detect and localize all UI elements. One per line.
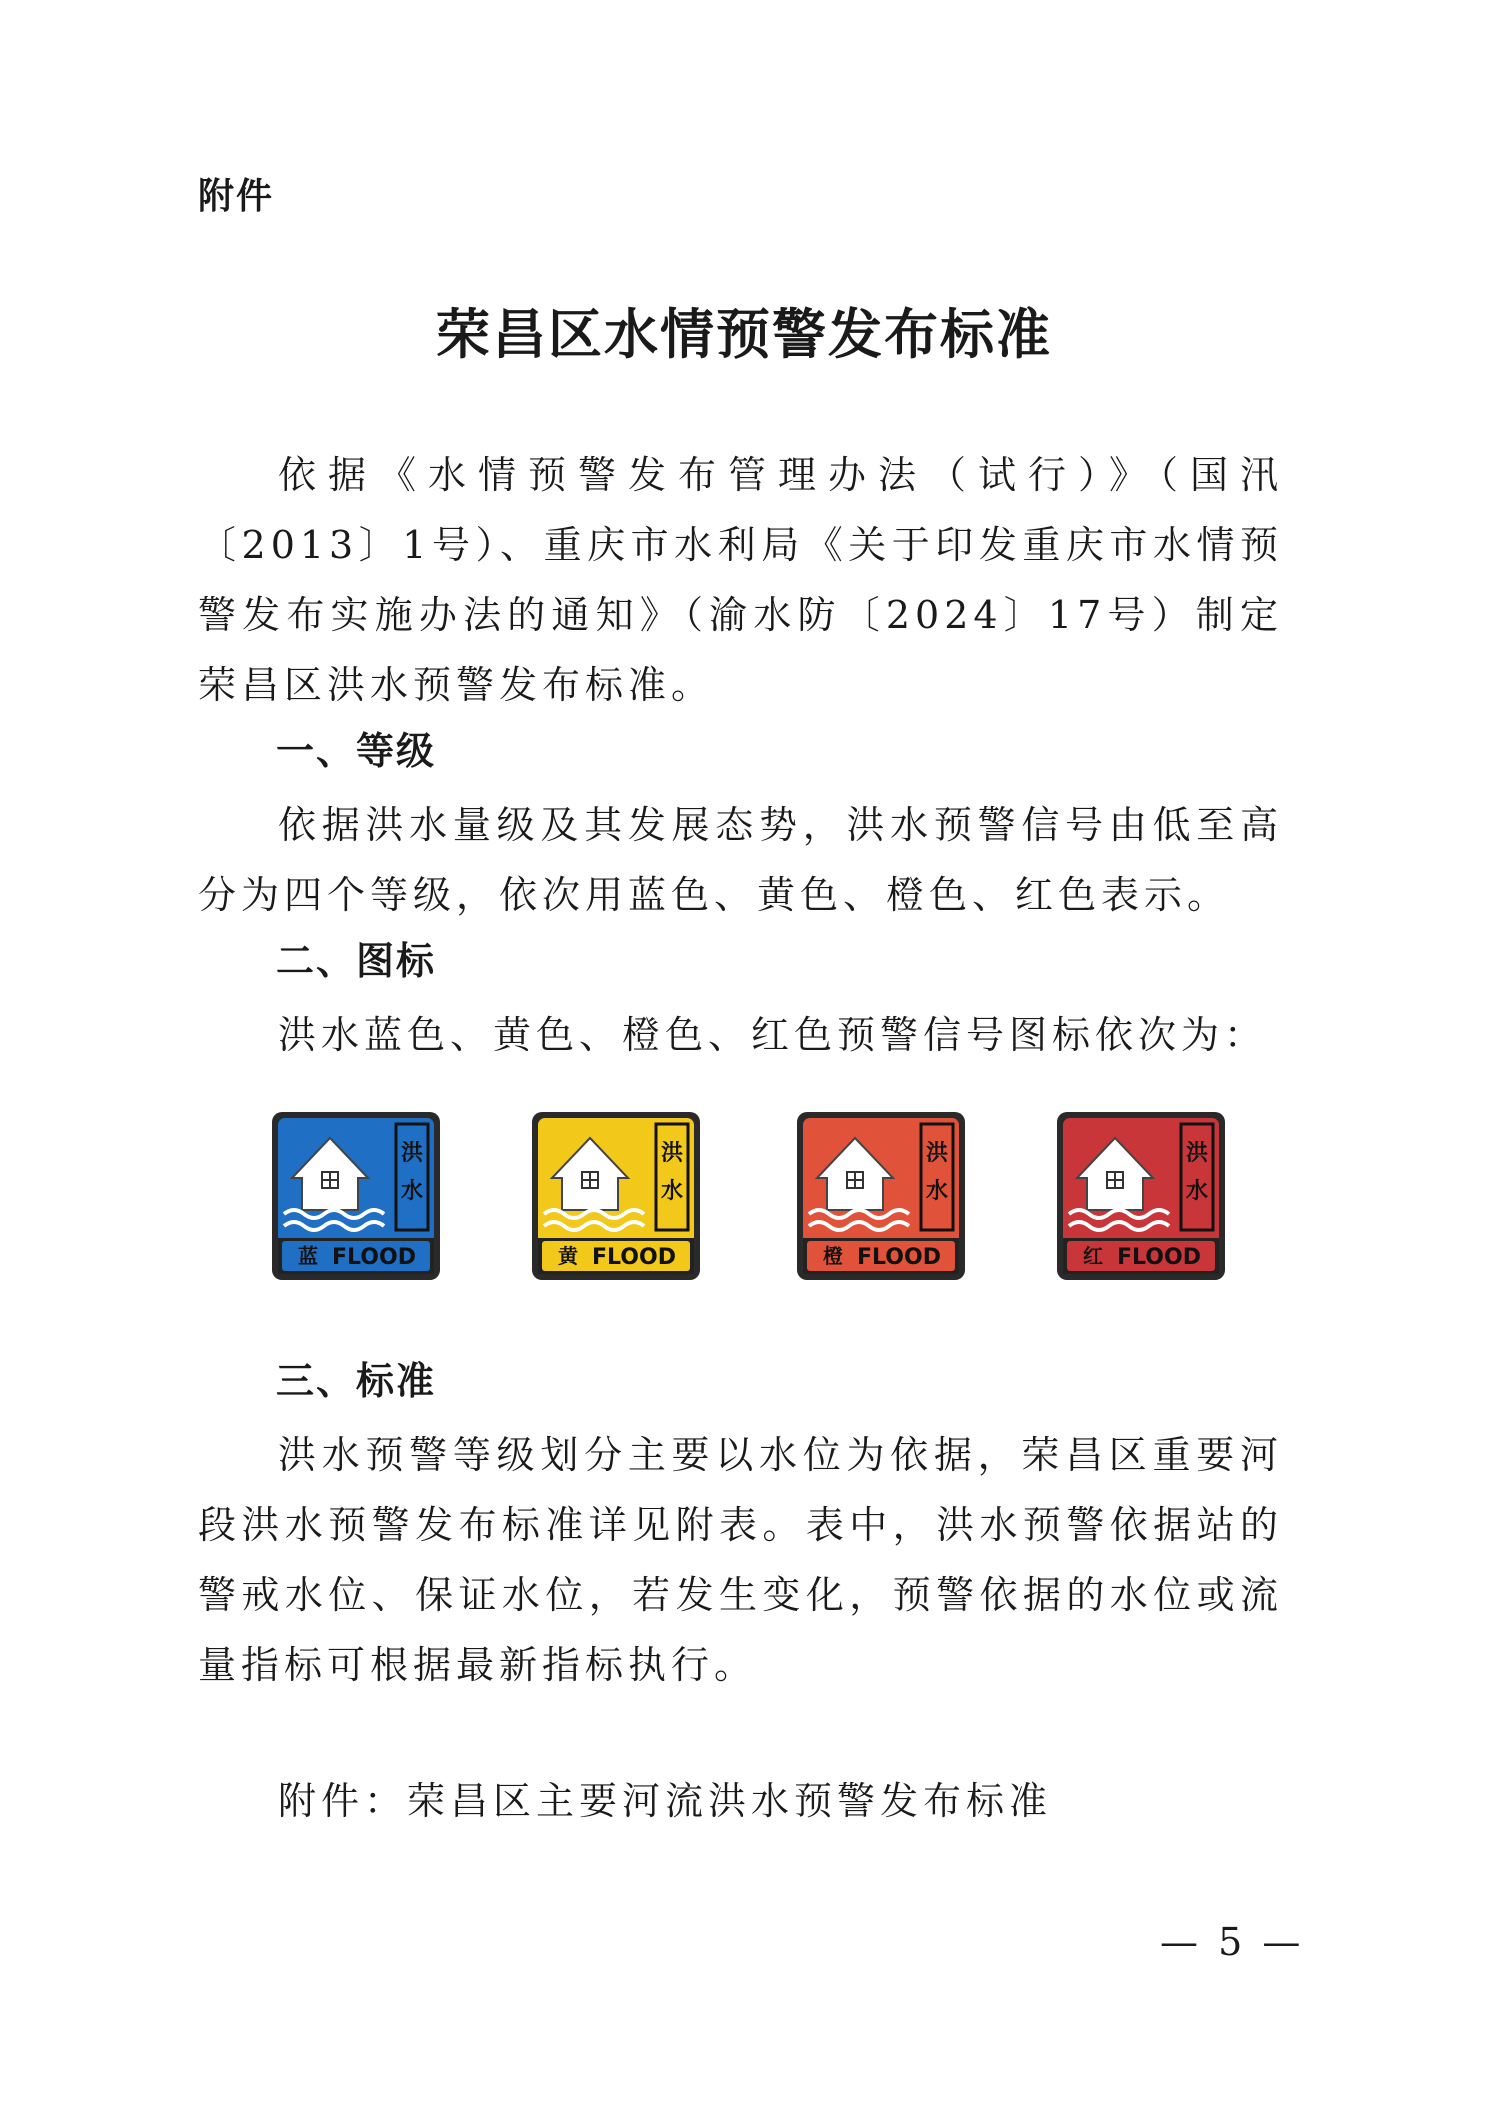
icon-side-text-1: 洪: [660, 1141, 684, 1166]
flood-yellow-icon: [530, 1110, 702, 1282]
icon-side-text-2: 水: [1185, 1179, 1209, 1204]
icon-side-text-1: 洪: [1185, 1141, 1209, 1166]
icon-side-text-2: 水: [925, 1179, 949, 1204]
icon-level-text: 蓝: [298, 1244, 318, 1268]
section-heading-standard: 三、标准: [276, 1359, 437, 1403]
section-heading-level: 一、等级: [276, 729, 437, 773]
footer-attachment-note: 附件：荣昌区主要河流洪水预警发布标准: [278, 1779, 1053, 1823]
icon-side-text-1: 洪: [400, 1141, 424, 1166]
icon-flood-text: FLOOD: [592, 1245, 676, 1270]
document-title: 荣昌区水情预警发布标准: [436, 302, 1052, 366]
attachment-label: 附件: [198, 176, 275, 217]
icon-level-text: 黄: [558, 1244, 578, 1268]
icon-flood-text: FLOOD: [332, 1245, 416, 1270]
section-body-level: 依据洪水量级及其发展态势，洪水预警信号由低至高分为四个等级，依次用蓝色、黄色、橙色、红色表示。: [198, 803, 1283, 917]
flood-red-icon: [1055, 1110, 1227, 1282]
icon-side-text-1: 洪: [925, 1141, 949, 1166]
flood-orange-icon: [795, 1110, 967, 1282]
icon-flood-text: FLOOD: [857, 1245, 941, 1270]
section-body-icons: 洪水蓝色、黄色、橙色、红色预警信号图标依次为：: [278, 1013, 1268, 1057]
intro-paragraph: 依据《水情预警发布管理办法（试行）》（国汛〔2013〕1号）、重庆市水利局《关于印发重庆市水情预警发布实施办法的通知》（渝水防〔2024〕17号）制定荣昌区洪水预警发布标准。: [198, 453, 1283, 707]
icon-flood-text: FLOOD: [1117, 1245, 1201, 1270]
section-body-standard: 洪水预警等级划分主要以水位为依据，荣昌区重要河段洪水预警发布标准详见附表。表中，洪水预警依据站的警戒水位、保证水位，若发生变化，预警依据的水位或流量指标可根据最新指标执行。: [198, 1433, 1283, 1687]
icon-level-text: 橙: [823, 1244, 843, 1268]
icon-side-text-2: 水: [400, 1179, 424, 1204]
flood-blue-icon: [270, 1110, 442, 1282]
icon-side-text-2: 水: [660, 1179, 684, 1204]
icon-level-text: 红: [1083, 1244, 1103, 1268]
flood-warning-icons: [270, 1110, 1220, 1290]
section-heading-icons: 二、图标: [276, 939, 437, 983]
page-number: — 5 —: [1160, 1920, 1305, 1964]
